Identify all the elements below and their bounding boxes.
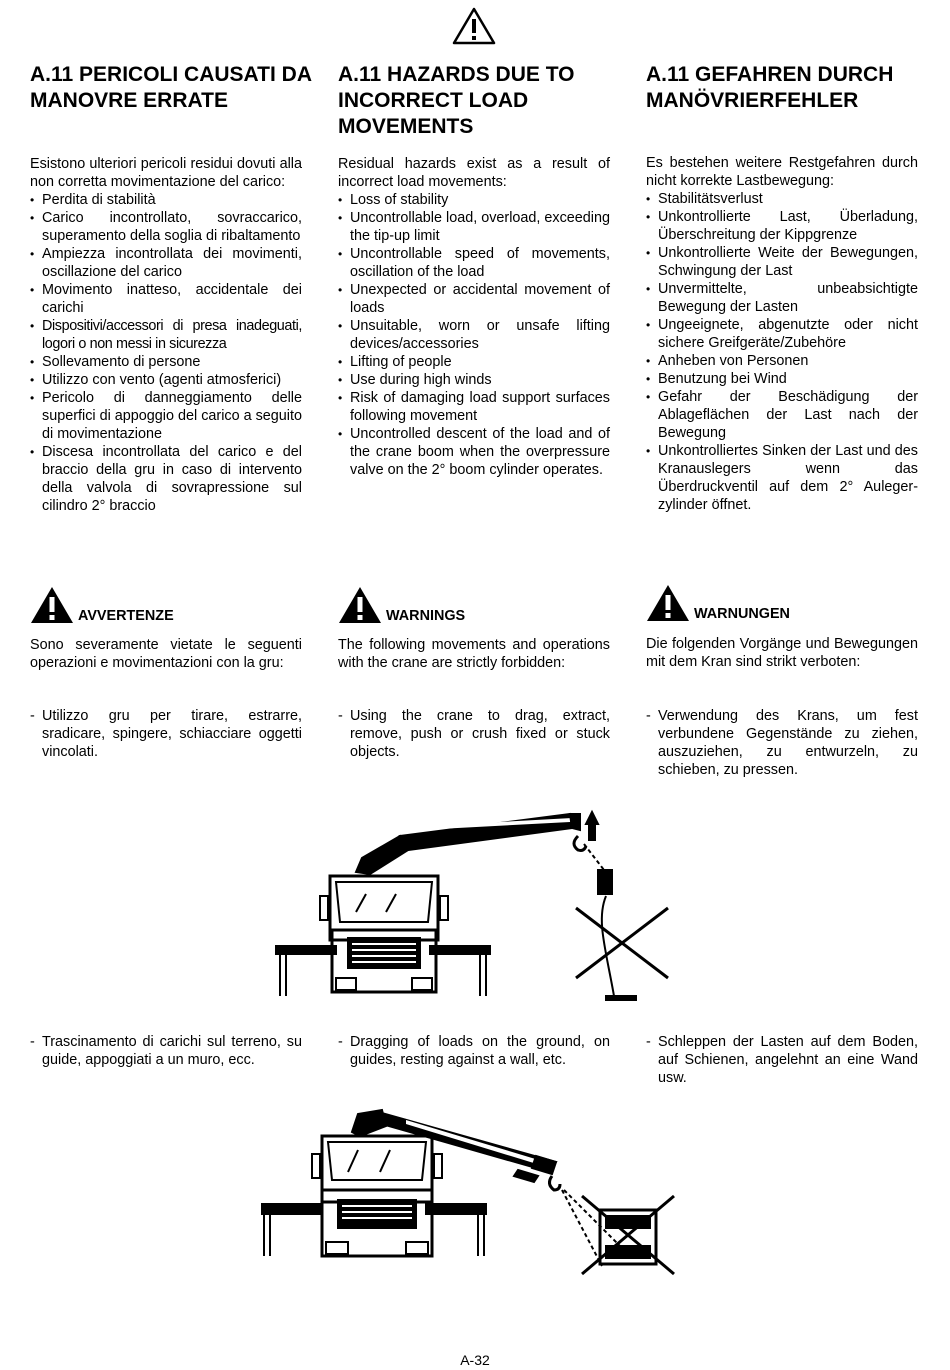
list-item: • Unkontrollierte Last, Überladung, Überschreitung der Kippgrenze [646, 208, 918, 244]
page-number: A-32 [460, 1352, 490, 1368]
dash-item: - Trascinamento di carichi sul terreno, su guide, appoggiati a un muro, ecc. [30, 1033, 302, 1069]
list-item: • Sollevamento di persone [30, 353, 302, 371]
forbidden-item-2-italian [30, 1033, 302, 1069]
forbidden-item-1-german [646, 707, 918, 779]
warning-text-english [338, 636, 610, 672]
forbidden-item-1-english [338, 707, 610, 761]
warning-text-german [646, 635, 918, 671]
list-item: • Unsuitable, worn or unsafe lifting devices/accessories [338, 317, 610, 353]
warning-triangle-icon [30, 586, 74, 624]
dash-item: - Utilizzo gru per tirare, estrarre, sradicare, spingere, schiacciare oggetti vincolati. [30, 707, 302, 761]
list-item: • Ampiezza incontrollata dei movimenti, oscillazione del carico [30, 245, 302, 281]
warning-triangle-icon [338, 586, 382, 624]
dash-item: - Dragging of loads on the ground, on guides, resting against a wall, etc. [338, 1033, 610, 1069]
list-item: • Benutzung bei Wind [646, 370, 918, 388]
list-item: • Risk of damaging load support surfaces following movement [338, 389, 610, 425]
intro-text: Esistono ulteriori pericoli residui dovuti alla non corretta movimentazione del carico: [30, 156, 302, 190]
warning-heading-italian [30, 586, 302, 626]
hazard-list [30, 191, 302, 515]
hazard-list [646, 190, 918, 514]
dash-item: - Using the crane to drag, extract, remove, push or crush fixed or stuck objects. [338, 707, 610, 761]
illustration-crane-pulling-fixed-object [270, 800, 690, 1010]
warning-triangle-icon [451, 6, 497, 46]
title-italian: A.11 PERICOLI CAUSATI DA MANOVRE ERRATE [30, 63, 312, 112]
dash-item: - Schleppen der Lasten auf dem Boden, auf Schienen, angelehnt an eine Wand usw. [646, 1033, 918, 1087]
warning-label: AVVERTENZE [78, 608, 174, 624]
list-item: • Carico incontrollato, sovraccarico, superamento della soglia di ribaltamento [30, 209, 302, 245]
list-item: • Movimento inatteso, accidentale dei carichi [30, 281, 302, 317]
forbidden-item-2-english [338, 1033, 610, 1069]
list-item: • Unkontrollierte Weite der Bewegungen, Schwingung der Last [646, 244, 918, 280]
hazards-italian [30, 155, 302, 515]
warning-text: Sono severamente vietate le seguenti operazioni e movimentazioni con la gru: [30, 637, 302, 671]
list-item: • Unvermittelte, unbeabsichtigte Bewegung der Lasten [646, 280, 918, 316]
list-item: • Uncontrollable speed of movements, oscillation of the load [338, 245, 610, 281]
warning-heading-english [338, 586, 610, 626]
list-item: • Use during high winds [338, 371, 610, 389]
list-item: • Unkontrolliertes Sinken der Last und des Kranauslegers wenn das Überdruckventil auf dem 2° Aulegerzylinder öffnet. [646, 442, 918, 514]
hazard-list [338, 191, 610, 479]
illustration-crane-dragging-load [256, 1106, 696, 1296]
forbidden-item-1-italian [30, 707, 302, 761]
warning-label: WARNINGS [386, 608, 466, 624]
list-item: • Discesa incontrollata del carico e del braccio della gru in caso di intervento della valvola di sovrapressione sul cilindro 2° braccio [30, 443, 302, 515]
title-german: A.11 GEFAHREN DURCH MANÖVRIERFEHLER [646, 63, 894, 112]
intro-text: Es bestehen weitere Restgefahren durch nicht korrekte Lastbewegung: [646, 155, 918, 189]
title-english: A.11 HAZARDS DUE TO INCORRECT LOAD MOVEMENTS [338, 63, 575, 138]
list-item: • Anheben von Personen [646, 352, 918, 370]
dash-item: - Verwendung des Krans, um fest verbundene Gegenstände zu ziehen, auszuziehen, zu entwurzeln, zu schieben, zu pressen. [646, 707, 918, 779]
list-item: • Gefahr der Beschädigung der Ablageflächen der Last nach der Bewegung [646, 388, 918, 442]
hazards-german [646, 154, 918, 514]
warning-text-italian [30, 636, 302, 672]
list-item: • Ungeeignete, abgenutzte oder nicht sichere Greifgeräte/Zubehöre [646, 316, 918, 352]
list-item: • Uncontrolled descent of the load and of the crane boom when the overpressure valve on the 2° boom cylinder operates. [338, 425, 610, 479]
list-item: • Stabilitätsverlust [646, 190, 918, 208]
hazards-english [338, 155, 610, 479]
warning-triangle-icon [646, 584, 690, 622]
list-item: • Loss of stability [338, 191, 610, 209]
list-item: • Pericolo di danneggiamento delle superfici di appoggio del carico a seguito di movimentazione [30, 389, 302, 443]
list-item: • Perdita di stabilità [30, 191, 302, 209]
intro-text: Residual hazards exist as a result of incorrect load movements: [338, 156, 610, 190]
warning-text: The following movements and operations with the crane are strictly forbidden: [338, 637, 610, 671]
list-item: • Lifting of people [338, 353, 610, 371]
list-item: • Utilizzo con vento (agenti atmosferici) [30, 371, 302, 389]
forbidden-item-2-german [646, 1033, 918, 1087]
list-item: • Dispositivi/accessori di presa inadeguati, logori o non messi in sicurezza [30, 317, 302, 353]
warning-text: Die folgenden Vorgänge und Bewegungen mit dem Kran sind strikt verboten: [646, 636, 918, 670]
warning-label: WARNUNGEN [694, 606, 790, 622]
list-item: • Unexpected or accidental movement of loads [338, 281, 610, 317]
warning-heading-german [646, 584, 918, 624]
list-item: • Uncontrollable load, overload, exceeding the tip-up limit [338, 209, 610, 245]
